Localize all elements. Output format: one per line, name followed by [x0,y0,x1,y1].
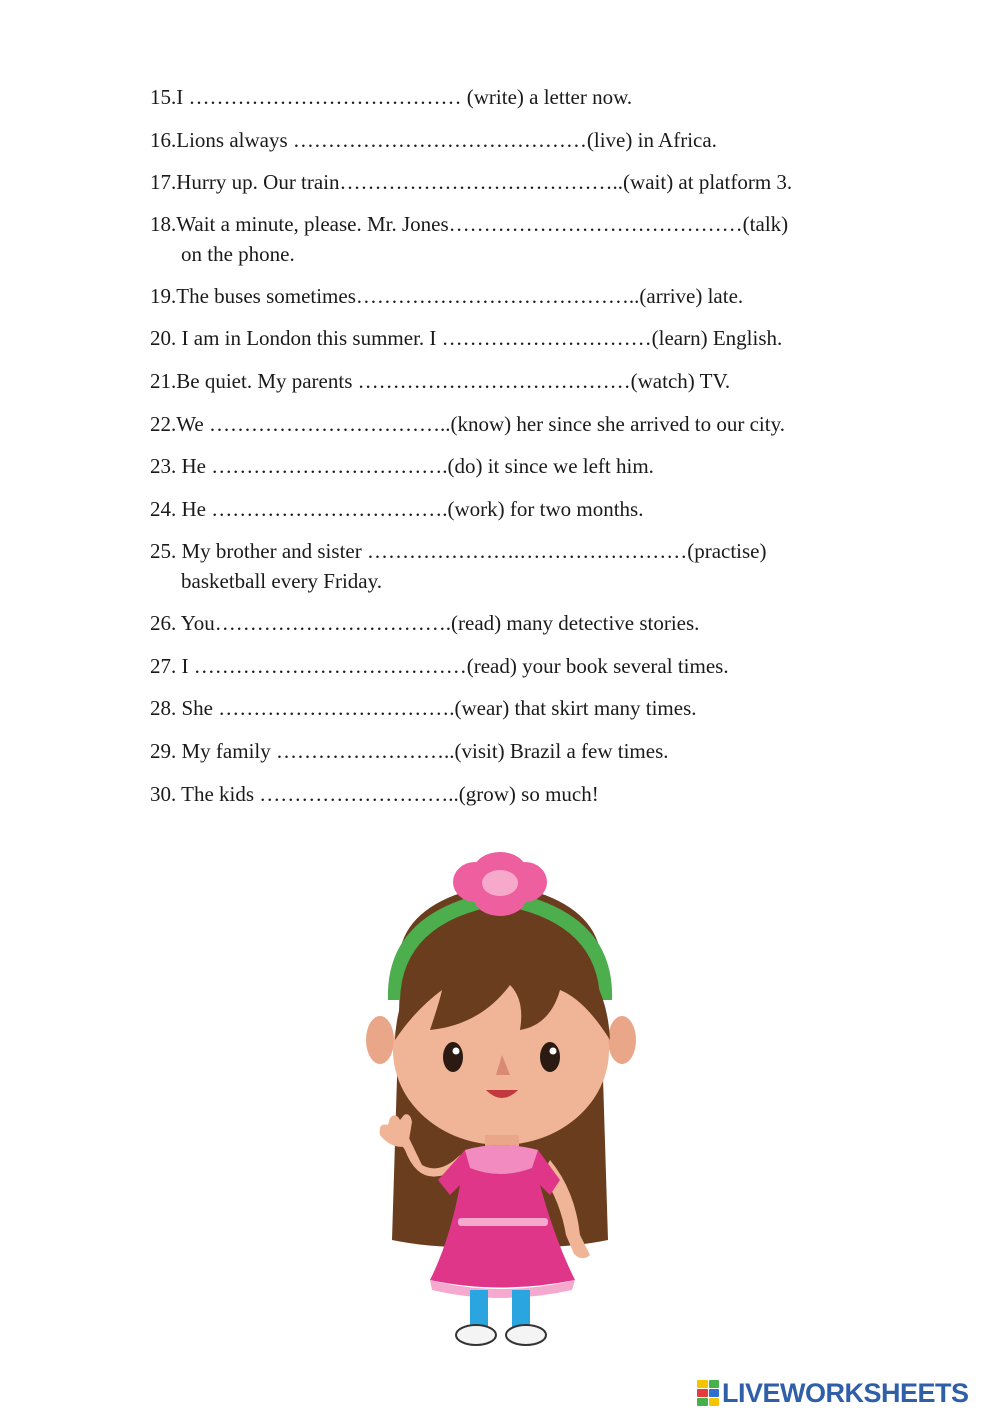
question-text: 22.We ……………………………..(know) her since she arrived to our city. [150,412,785,436]
question-19 [150,281,743,311]
logo-text: LIVEWORKSHEETS [722,1377,969,1408]
question-28 [150,693,697,723]
question-text: 27. I …………………………………(read) your book several times. [150,654,729,678]
question-text: 25. My brother and sister ………………….……………………(practise) [150,539,767,563]
question-text: 26. You…………………………….(read) many detective stories. [150,611,700,635]
question-text: 23. He …………………………….(do) it since we left him. [150,454,654,478]
question-27 [150,651,729,681]
liveworksheets-logo-icon [697,1380,719,1406]
question-25 [150,536,767,596]
question-text-continued: basketball every Friday. [181,569,382,593]
question-text: 19.The buses sometimes…………………………………..(arrive) late. [150,284,744,308]
question-text: 16.Lions always ……………………………………(live) in Africa. [150,128,717,152]
question-text: 15.I ………………………………… (write) a letter now. [150,85,633,109]
question-text: 24. He …………………………….(work) for two months. [150,497,644,521]
question-text: 28. She …………………………….(wear) that skirt many times. [150,696,697,720]
question-text: 21.Be quiet. My parents …………………………………(watch) TV. [150,369,731,393]
girl-waving-illustration [360,850,640,1360]
question-24 [150,494,643,524]
question-20 [150,323,782,353]
question-17 [150,167,792,197]
question-29 [150,736,669,766]
question-15 [150,82,632,112]
question-23 [150,451,654,481]
question-text: 20. I am in London this summer. I …………………………(learn) English. [150,326,783,350]
question-18 [150,209,788,269]
liveworksheets-logo [697,1378,969,1408]
question-26 [150,608,699,638]
question-text: 18.Wait a minute, please. Mr. Jones……………………………………(talk) [150,212,789,236]
question-21 [150,366,730,396]
question-text-continued: on the phone. [181,242,295,266]
question-text: 29. My family ……………………..(visit) Brazil a few times. [150,739,669,763]
question-text: 17.Hurry up. Our train…………………………………..(wait) at platform 3. [150,170,793,194]
question-16 [150,125,717,155]
question-30 [150,779,599,809]
question-22 [150,409,785,439]
question-text: 30. The kids ………………………..(grow) so much! [150,782,599,806]
